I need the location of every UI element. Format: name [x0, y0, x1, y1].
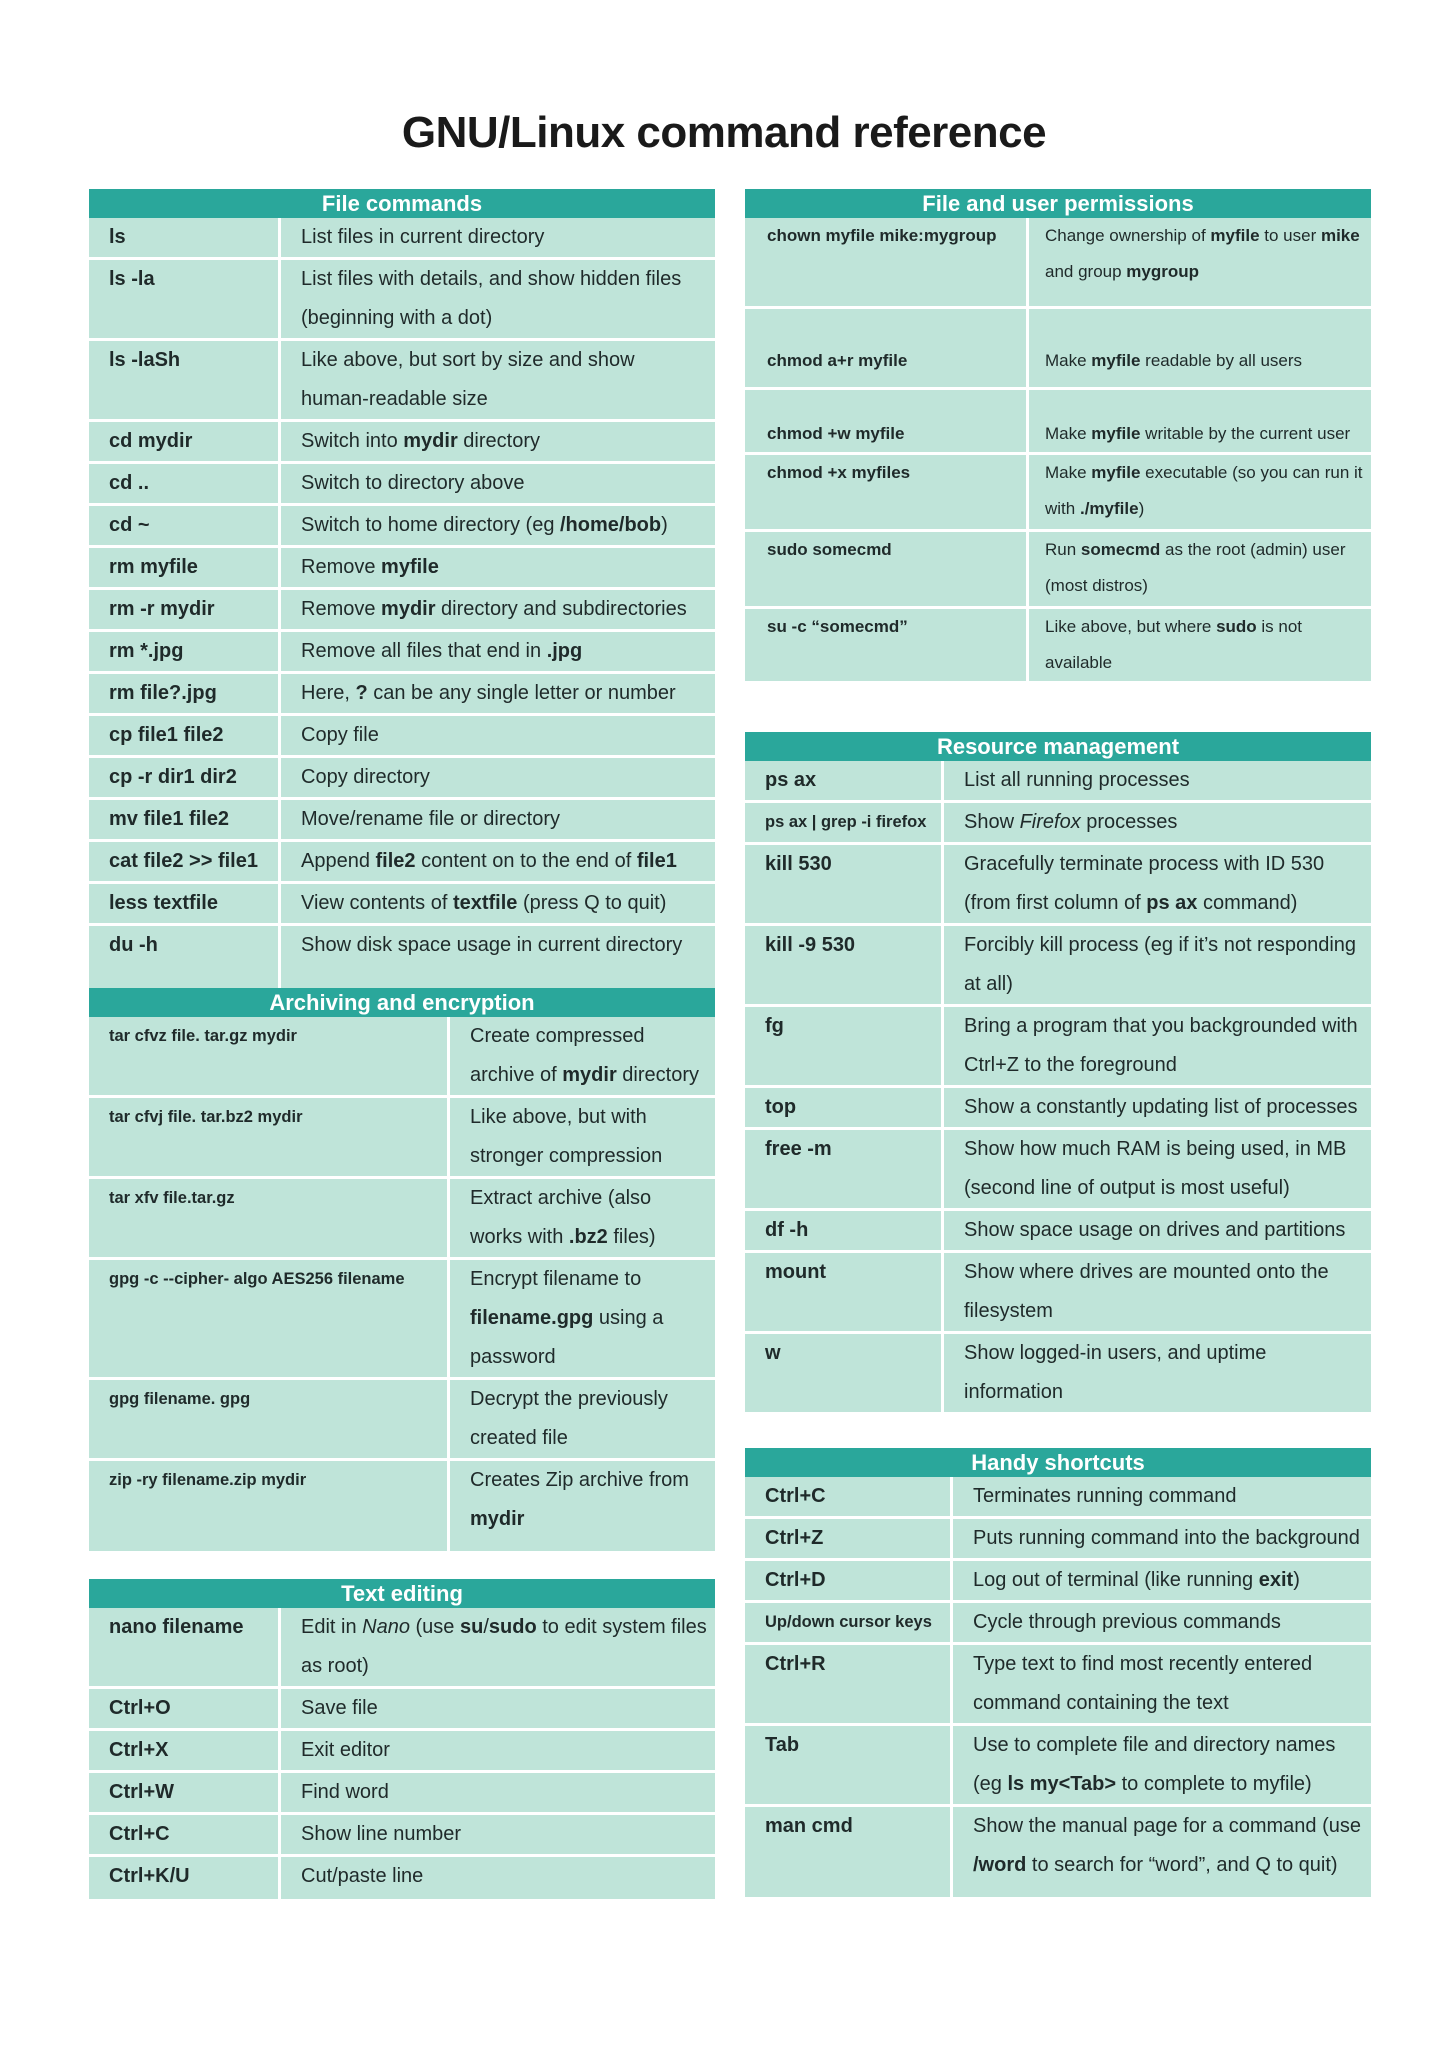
table-row — [89, 1608, 715, 1688]
archiving-description: Create compressed archive of mydir directory — [449, 1017, 716, 1097]
file-commands-description: Like above, but sort by size and show human-readable size — [280, 340, 716, 421]
table-row — [89, 799, 715, 841]
file-commands-command: less textfile — [89, 883, 280, 925]
shortcuts-description: Cycle through previous commands — [952, 1602, 1372, 1644]
archiving-section — [89, 988, 715, 1551]
table-row — [745, 531, 1371, 608]
table-row — [89, 673, 715, 715]
file-commands-command: ls -laSh — [89, 340, 280, 421]
shortcuts-command: Up/down cursor keys — [745, 1602, 952, 1644]
file-commands-description: Remove myfile — [280, 547, 716, 589]
table-row — [745, 1518, 1371, 1560]
file-commands-description: Switch to home directory (eg /home/bob) — [280, 505, 716, 547]
file-commands-description: Switch to directory above — [280, 463, 716, 505]
file-commands-table — [89, 218, 715, 989]
permissions-section — [745, 189, 1371, 681]
table-row — [89, 463, 715, 505]
table-row — [89, 547, 715, 589]
shortcuts-description: Log out of terminal (like running exit) — [952, 1560, 1372, 1602]
table-row — [89, 340, 715, 421]
shortcuts-header: Handy shortcuts — [745, 1448, 1371, 1477]
permissions-description: Run somecmd as the root (admin) user (most distros) — [1028, 531, 1372, 608]
table-row — [745, 925, 1371, 1006]
table-row — [89, 589, 715, 631]
resources-description: List all running processes — [943, 761, 1372, 802]
shortcuts-command: Tab — [745, 1725, 952, 1806]
table-row — [745, 1333, 1371, 1413]
archiving-command: gpg -c --cipher- algo AES256 filename — [89, 1259, 449, 1379]
table-row — [745, 1644, 1371, 1725]
shortcuts-command: Ctrl+R — [745, 1644, 952, 1725]
resources-description: Show logged-in users, and uptime information — [943, 1333, 1372, 1413]
file-commands-description: Copy file — [280, 715, 716, 757]
file-commands-description: View contents of textfile (press Q to quit) — [280, 883, 716, 925]
table-row — [745, 1477, 1371, 1518]
text-editing-command: Ctrl+X — [89, 1730, 280, 1772]
file-commands-description: Here, ? can be any single letter or number — [280, 673, 716, 715]
archiving-table — [89, 1017, 715, 1551]
archiving-command: tar xfv file.tar.gz — [89, 1178, 449, 1259]
table-row — [89, 259, 715, 340]
resources-description: Gracefully terminate process with ID 530 (from first column of ps ax command) — [943, 844, 1372, 925]
table-row — [89, 841, 715, 883]
file-commands-section — [89, 189, 715, 989]
file-commands-description: Copy directory — [280, 757, 716, 799]
resources-command: mount — [745, 1252, 943, 1333]
text-editing-description: Cut/paste line — [280, 1856, 716, 1900]
table-row — [89, 1460, 715, 1552]
table-row — [745, 1725, 1371, 1806]
permissions-description: Like above, but where sudo is not available — [1028, 608, 1372, 682]
table-row — [745, 1560, 1371, 1602]
archiving-command: gpg filename. gpg — [89, 1379, 449, 1460]
resources-command: fg — [745, 1006, 943, 1087]
shortcuts-section — [745, 1448, 1371, 1897]
file-commands-command: cp file1 file2 — [89, 715, 280, 757]
file-commands-command: rm -r mydir — [89, 589, 280, 631]
resources-description: Show Firefox processes — [943, 802, 1372, 844]
table-row — [89, 421, 715, 463]
archiving-description: Creates Zip archive from mydir — [449, 1460, 716, 1552]
shortcuts-command: Ctrl+D — [745, 1560, 952, 1602]
table-row — [89, 505, 715, 547]
file-commands-command: rm file?.jpg — [89, 673, 280, 715]
permissions-command: sudo somecmd — [745, 531, 1028, 608]
table-row — [89, 1856, 715, 1900]
table-row — [745, 802, 1371, 844]
file-commands-description: Switch into mydir directory — [280, 421, 716, 463]
table-row — [89, 218, 715, 259]
text-editing-description: Exit editor — [280, 1730, 716, 1772]
resources-description: Show where drives are mounted onto the filesystem — [943, 1252, 1372, 1333]
file-commands-command: cd .. — [89, 463, 280, 505]
resources-description: Show a constantly updating list of processes — [943, 1087, 1372, 1129]
resources-description: Show how much RAM is being used, in MB (second line of output is most useful) — [943, 1129, 1372, 1210]
permissions-command: chmod a+r myfile — [745, 308, 1028, 389]
resources-command: kill 530 — [745, 844, 943, 925]
archiving-description: Like above, but with stronger compression — [449, 1097, 716, 1178]
archiving-header: Archiving and encryption — [89, 988, 715, 1017]
table-row — [745, 1087, 1371, 1129]
file-commands-description: List files in current directory — [280, 218, 716, 259]
archiving-command: tar cfvz file. tar.gz mydir — [89, 1017, 449, 1097]
table-row — [745, 761, 1371, 802]
archiving-command: tar cfvj file. tar.bz2 mydir — [89, 1097, 449, 1178]
table-row — [89, 1097, 715, 1178]
shortcuts-description: Terminates running command — [952, 1477, 1372, 1518]
text-editing-section — [89, 1579, 715, 1899]
page-title: GNU/Linux command reference — [401, 108, 1047, 157]
resources-command: w — [745, 1333, 943, 1413]
text-editing-command: Ctrl+W — [89, 1772, 280, 1814]
file-commands-description: Remove mydir directory and subdirectories — [280, 589, 716, 631]
resources-command: free -m — [745, 1129, 943, 1210]
file-commands-description: Show disk space usage in current directory — [280, 925, 716, 990]
text-editing-command: Ctrl+O — [89, 1688, 280, 1730]
file-commands-command: du -h — [89, 925, 280, 990]
permissions-description: Make myfile executable (so you can run it with ./myfile) — [1028, 454, 1372, 531]
table-row — [745, 454, 1371, 531]
shortcuts-description: Type text to find most recently entered command containing the text — [952, 1644, 1372, 1725]
resources-table — [745, 761, 1371, 1412]
resources-command: df -h — [745, 1210, 943, 1252]
shortcuts-description: Show the manual page for a command (use /word to search for “word”, and Q to quit) — [952, 1806, 1372, 1898]
table-row — [745, 1252, 1371, 1333]
file-commands-command: cd ~ — [89, 505, 280, 547]
table-row — [745, 308, 1371, 389]
table-row — [745, 608, 1371, 682]
text-editing-command: Ctrl+K/U — [89, 1856, 280, 1900]
table-row — [89, 1772, 715, 1814]
file-commands-command: cat file2 >> file1 — [89, 841, 280, 883]
file-commands-command: cp -r dir1 dir2 — [89, 757, 280, 799]
resources-description: Forcibly kill process (eg if it’s not responding at all) — [943, 925, 1372, 1006]
text-editing-description: Edit in Nano (use su/sudo to edit system files as root) — [280, 1608, 716, 1688]
permissions-table — [745, 218, 1371, 681]
archiving-description: Encrypt filename to filename.gpg using a password — [449, 1259, 716, 1379]
table-row — [89, 883, 715, 925]
table-row — [89, 1730, 715, 1772]
table-row — [89, 715, 715, 757]
file-commands-command: mv file1 file2 — [89, 799, 280, 841]
permissions-description: Make myfile writable by the current user — [1028, 389, 1372, 454]
table-row — [89, 1379, 715, 1460]
text-editing-description: Show line number — [280, 1814, 716, 1856]
shortcuts-command: Ctrl+Z — [745, 1518, 952, 1560]
table-row — [745, 844, 1371, 925]
shortcuts-command: Ctrl+C — [745, 1477, 952, 1518]
file-commands-command: ls — [89, 218, 280, 259]
permissions-command: su -c “somecmd” — [745, 608, 1028, 682]
file-commands-description: List files with details, and show hidden files (beginning with a dot) — [280, 259, 716, 340]
table-row — [745, 1806, 1371, 1898]
archiving-description: Decrypt the previously created file — [449, 1379, 716, 1460]
table-row — [745, 1006, 1371, 1087]
permissions-description: Make myfile readable by all users — [1028, 308, 1372, 389]
text-editing-description: Find word — [280, 1772, 716, 1814]
table-row — [89, 1259, 715, 1379]
resources-description: Bring a program that you backgrounded with Ctrl+Z to the foreground — [943, 1006, 1372, 1087]
text-editing-command: Ctrl+C — [89, 1814, 280, 1856]
file-commands-description: Move/rename file or directory — [280, 799, 716, 841]
resources-command: ps ax | grep -i firefox — [745, 802, 943, 844]
resources-header: Resource management — [745, 732, 1371, 761]
table-row — [89, 631, 715, 673]
table-row — [745, 389, 1371, 454]
shortcuts-command: man cmd — [745, 1806, 952, 1898]
resources-command: kill -9 530 — [745, 925, 943, 1006]
archiving-description: Extract archive (also works with .bz2 files) — [449, 1178, 716, 1259]
shortcuts-table — [745, 1477, 1371, 1897]
table-row — [89, 757, 715, 799]
permissions-command: chmod +w myfile — [745, 389, 1028, 454]
resources-section — [745, 732, 1371, 1412]
table-row — [89, 1017, 715, 1097]
file-commands-description: Append file2 content on to the end of file1 — [280, 841, 716, 883]
file-commands-command: cd mydir — [89, 421, 280, 463]
table-row — [89, 1178, 715, 1259]
archiving-command: zip -ry filename.zip mydir — [89, 1460, 449, 1552]
text-editing-header: Text editing — [89, 1579, 715, 1608]
permissions-command: chmod +x myfiles — [745, 454, 1028, 531]
resources-description: Show space usage on drives and partitions — [943, 1210, 1372, 1252]
text-editing-description: Save file — [280, 1688, 716, 1730]
table-row — [89, 1814, 715, 1856]
shortcuts-description: Use to complete file and directory names (eg ls my<Tab> to complete to myfile) — [952, 1725, 1372, 1806]
file-commands-description: Remove all files that end in .jpg — [280, 631, 716, 673]
table-row — [745, 218, 1371, 308]
table-row — [745, 1602, 1371, 1644]
resources-command: ps ax — [745, 761, 943, 802]
file-commands-header: File commands — [89, 189, 715, 218]
text-editing-command: nano filename — [89, 1608, 280, 1688]
permissions-header: File and user permissions — [745, 189, 1371, 218]
file-commands-command: rm *.jpg — [89, 631, 280, 673]
resources-command: top — [745, 1087, 943, 1129]
shortcuts-description: Puts running command into the background — [952, 1518, 1372, 1560]
permissions-command: chown myfile mike:mygroup — [745, 218, 1028, 308]
table-row — [89, 925, 715, 990]
file-commands-command: ls -la — [89, 259, 280, 340]
table-row — [89, 1688, 715, 1730]
table-row — [745, 1210, 1371, 1252]
permissions-description: Change ownership of myfile to user mike and group mygroup — [1028, 218, 1372, 308]
table-row — [745, 1129, 1371, 1210]
file-commands-command: rm myfile — [89, 547, 280, 589]
text-editing-table — [89, 1608, 715, 1899]
